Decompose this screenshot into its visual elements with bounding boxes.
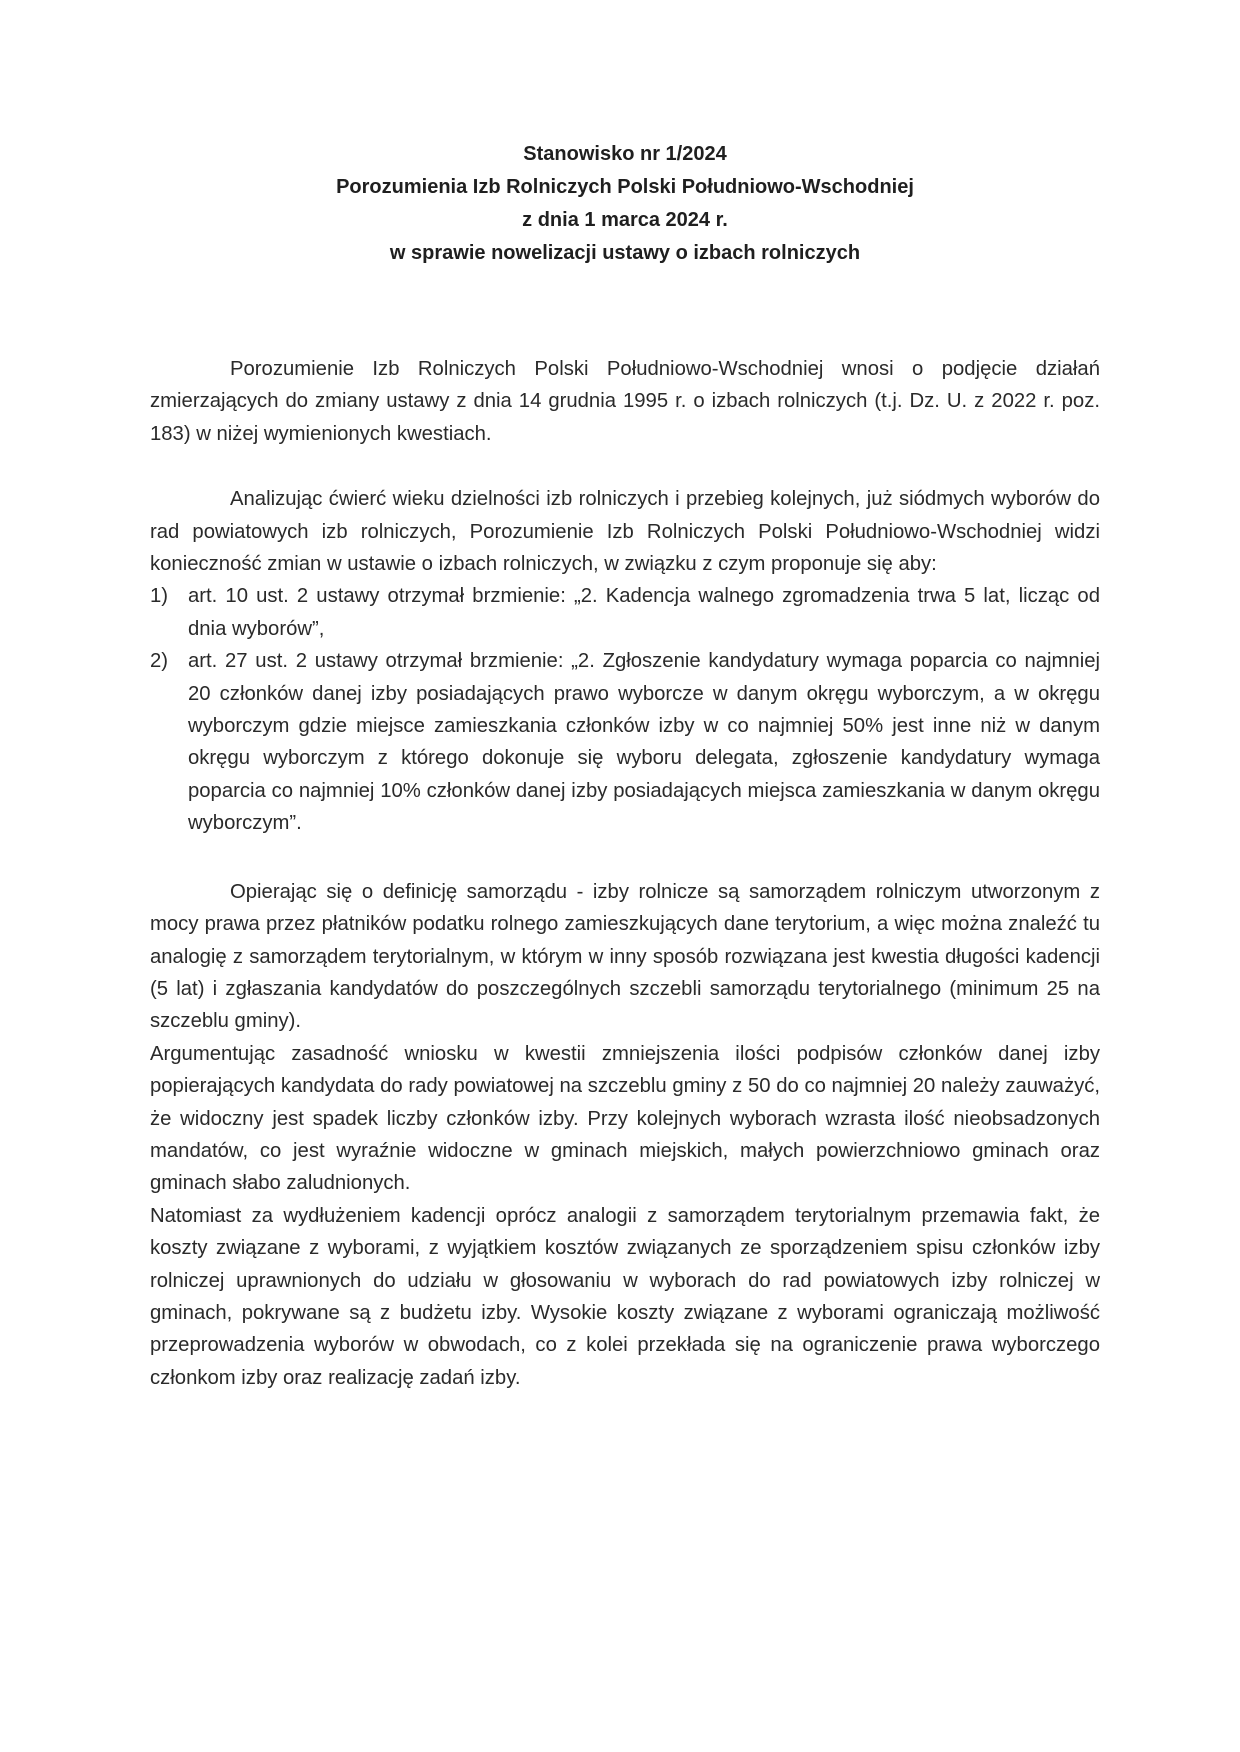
document-date: z dnia 1 marca 2024 r. — [522, 209, 728, 231]
list-item-text: art. 10 ust. 2 ustawy otrzymał brzmienie: „2. Kadencja walnego zgromadzenia trwa 5 lat, licząc od dnia wyborów”, — [188, 585, 1100, 640]
list-item — [150, 580, 1100, 645]
position-number-title: Stanowisko nr 1/2024 — [523, 143, 727, 165]
list-item-number: 2) — [150, 650, 169, 673]
issuer-title: Porozumienia Izb Rolniczych Polski Południowo-Wschodniej — [336, 176, 914, 198]
analysis-paragraph: Analizując ćwierć wieku dzielności izb rolniczych i przebieg kolejnych, już siódmych wyborów do rad powiatowych izb rolniczych, Porozumienie Izb Rolniczych Polski Południowo-Wschodniej widzi konieczność zmian w ustawie o izbach rolniczych, w związku z czym proponuje się aby: — [150, 488, 1100, 576]
document-header — [150, 138, 1100, 270]
list-item-text: art. 27 ust. 2 ustawy otrzymał brzmienie: „2. Zgłoszenie kandydatury wymaga poparcia co najmniej 20 członków danej izby posiadających prawo wyborcze w danym okręgu wyborczym, a w okręgu wyborczym gdzie miejsce zamieszkania członków izby w co najmniej 50% jest inne niż w danym okręgu wyborczym z którego dokonuje się wyboru delegata, zgłoszenie kandydatury wymaga poparcia co najmniej 10% członków danej izby posiadających miejsca zamieszkania w danym okręgu wyborczym”. — [188, 650, 1100, 835]
definition-paragraph: Opierając się o definicję samorządu - izby rolnicze są samorządem rolniczym utworzonym z mocy prawa przez płatników podatku rolnego zamieszkujących dane terytorium, a więc można znaleźć tu analogię z samorządem terytorialnym, w którym w inny sposób rozwiązana jest kwestia długości kadencji (5 lat) i zgłaszania kandydatów do poszczególnych szczebli samorządu terytorialnego (minimum 25 na szczeblu gminy). — [150, 880, 1100, 1033]
term-extension-paragraph: Natomiast za wydłużeniem kadencji oprócz analogii z samorządem terytorialnym przemawia fakt, że koszty związane z wyborami, z wyjątkiem kosztów związanych ze sporządzeniem spisu członków izby rolniczej uprawnionych do udziału w głosowaniu w wyborach do rad powiatowych izby rolniczej w gminach, pokrywane są z budżetu izby. Wysokie koszty związane z wyborami ograniczają możliwość przeprowadzenia wyborów w obwodach, co z kolei przekłada się na ograniczenie prawa wyborczego członkom izby oraz realizację zadań izby. — [150, 1204, 1100, 1389]
proposal-list — [150, 580, 1100, 839]
document-page — [150, 138, 1100, 1394]
list-item-number: 1) — [150, 585, 169, 608]
list-item — [150, 645, 1100, 839]
document-subject: w sprawie nowelizacji ustawy o izbach rolniczych — [389, 242, 861, 264]
argument-paragraph: Argumentując zasadność wniosku w kwestii zmniejszenia ilości podpisów członków danej izby popierających kandydata do rady powiatowej na szczeblu gminy z 50 do co najmniej 20 należy zauważyć, że widoczny jest spadek liczby członków izby. Przy kolejnych wyborach wzrasta ilość nieobsadzonych mandatów, co jest wyraźnie widoczne w gminach miejskich, małych powierzchniowo gminach oraz gminach słabo zaludnionych. — [150, 1042, 1100, 1195]
intro-paragraph: Porozumienie Izb Rolniczych Polski Południowo-Wschodniej wnosi o podjęcie działań zmierzających do zmiany ustawy z dnia 14 grudnia 1995 r. o izbach rolniczych (t.j. Dz. U. z 2022 r. poz. 183) w niżej wymienionych kwestiach. — [150, 358, 1100, 445]
